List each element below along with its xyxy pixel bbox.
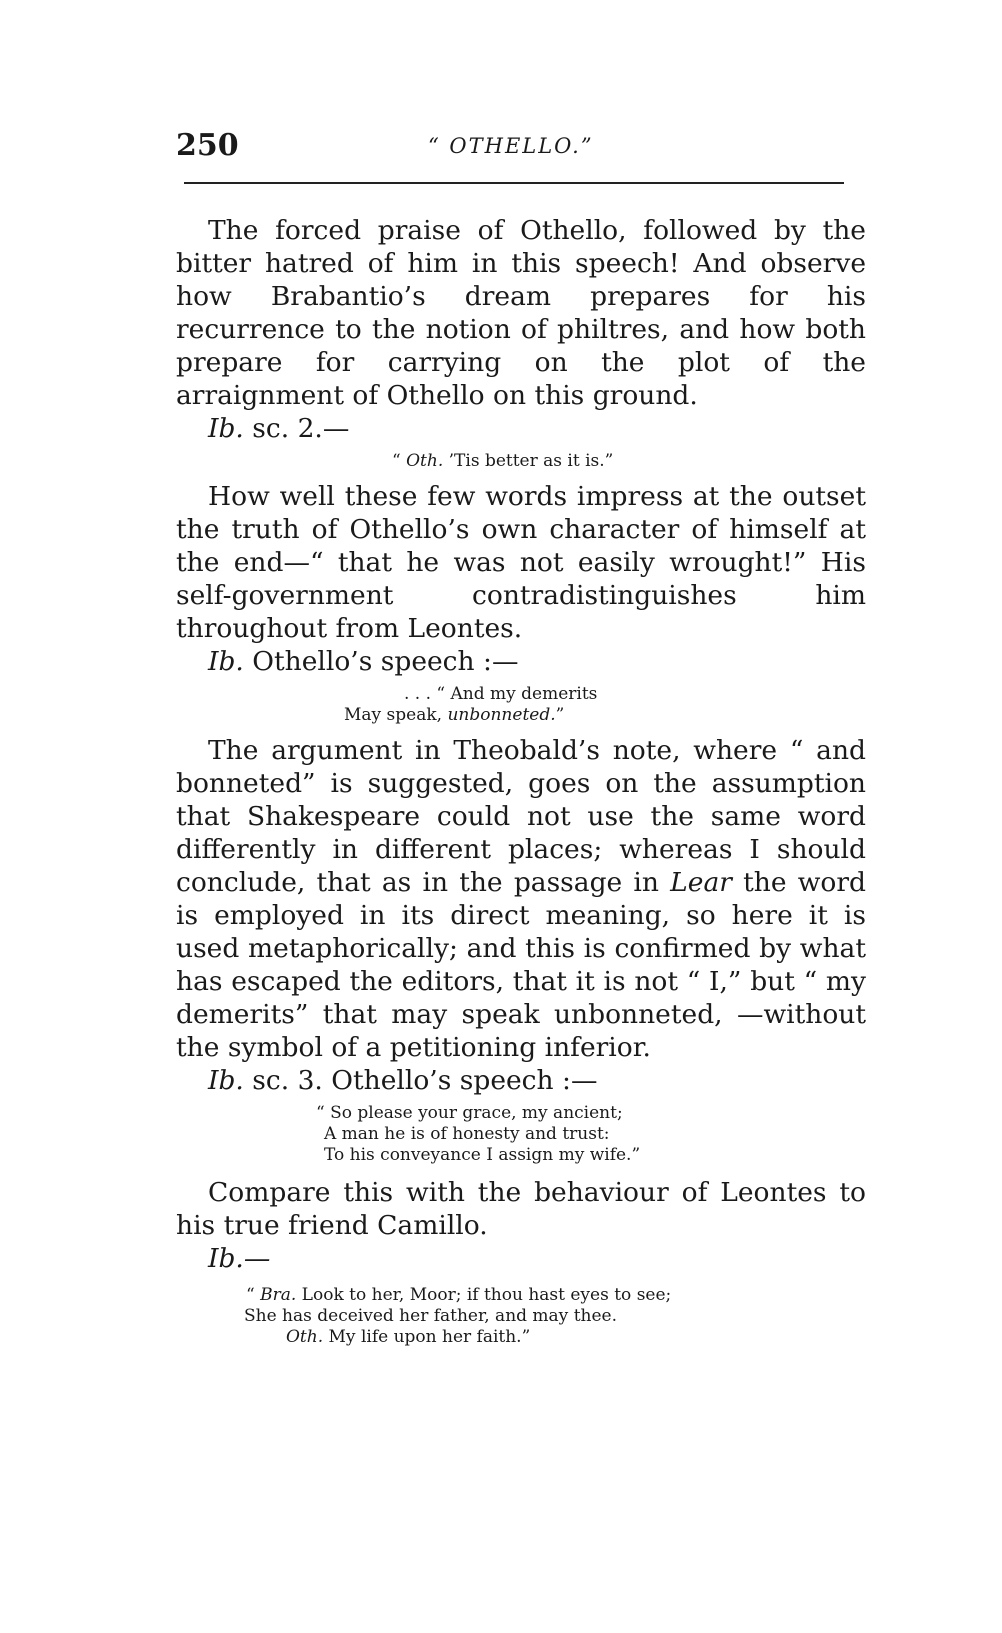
quote-line: To his conveyance I assign my wife.” [324,1145,641,1165]
quotation [176,1103,866,1166]
quote-line: “ So please your grace, my ancient; [316,1103,623,1123]
speaker-name: Oth. [286,1327,324,1347]
quote-line: “ Oth. ’Tis better as it is.” [392,451,614,471]
scene-reference [176,412,866,445]
quotation [176,451,866,472]
speaker-name: Oth. [406,451,444,471]
quote-line: A man he is of honesty and trust: [324,1124,610,1144]
ib-label: Ib.— [208,1243,271,1274]
ib-label: Ib. [208,413,244,444]
scene-label: sc. 2.— [243,413,350,444]
emphasis-lear: Lear [670,867,732,898]
quote-line: . . . “ And my demerits [404,684,598,704]
ib-label: Ib. [208,646,244,677]
quote-line: May speak, unbonneted.” [344,705,565,725]
quote-line: “ Bra. Look to her, Moor; if thou hast eyes to see; [246,1285,672,1305]
header-rule [184,182,844,184]
ib-label: Ib. [208,1065,244,1096]
page-number: 250 [176,128,239,163]
quote-line: She has deceived her father, and may thee. [244,1306,617,1326]
paragraph-few-words: How well these few words impress at the outset the truth of Othello’s own character of himself at the end—“ that he was not easily wrought!” His self-government contradistinguishes him throughout from Leontes. [176,481,866,644]
paragraph-compare: Compare this with the behaviour of Leontes to his true friend Camillo. [176,1177,866,1241]
book-page [176,112,866,1356]
scene-reference [176,1242,866,1275]
paragraph-theobald-note: The argument in Theobald’s note, where “ and bonneted” is suggested, goes on the assumption that Shakespeare could not use the same word differently in different places; whereas I should conclude, that as in the passage in Lear the word is employed in its direct meaning, so here it is used metaphorically; and this is confirmed by what has escaped the editors, that it is not “ I,” but “ my demerits” that may speak unbonneted, —without the symbol of a petitioning inferior. [176,735,866,1063]
speaker-name: Bra. [260,1285,297,1305]
paragraph-forced-praise: The forced praise of Othello, followed by the bitter hatred of him in this speech! And observe how Brabantio’s dream prepares for his recurrence to the notion of philtres, and how both prepare for carrying on the plot of the arraignment of Othello on this ground. [176,215,866,411]
quotation [176,1285,866,1348]
page-header [176,112,866,172]
scene-reference [176,1064,866,1097]
scene-label: sc. 3. Othello’s speech :— [243,1065,598,1096]
quotation [176,684,866,726]
quote-line: Oth. My life upon her faith.” [286,1327,531,1347]
running-title: “ OTHELLO.” [428,134,594,158]
scene-label: Othello’s speech :— [243,646,519,677]
scene-reference [176,645,866,678]
